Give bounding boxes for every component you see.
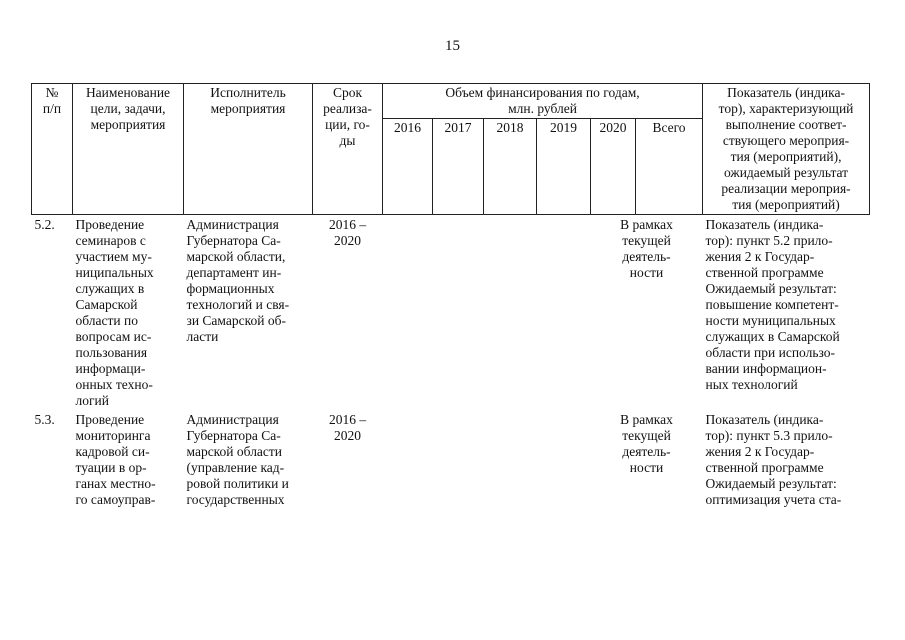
cell-2019 [537, 410, 591, 509]
table-row [32, 215, 870, 411]
header-financing: Объем финансирования по годам, млн. рублей [383, 84, 703, 119]
header-year-2019: 2019 [537, 119, 591, 215]
table-row [32, 410, 870, 509]
cell-2018 [484, 410, 537, 509]
event-executor: Администрация Губернатора Са- марской области, департамент ин- формационных технологий и свя- зи Самарской об- ласти [186, 217, 290, 344]
cell-2018 [484, 215, 537, 411]
cell-2016 [383, 410, 433, 509]
event-term: 2016 – 2020 [328, 217, 367, 248]
cell-2016 [383, 215, 433, 411]
financing-status: В рамках текущей деятель- ности [620, 217, 673, 280]
event-term: 2016 – 2020 [328, 412, 367, 443]
row-number: 5.3. [34, 412, 55, 427]
event-indicator: Показатель (индика- тор): пункт 5.2 прило- жения 2 к Государ- ственной программе Ожидаемый результат: повышение компетент- ности муниципальных служащих в Самарской области при использо- вании информацион- ных технологий [705, 217, 840, 392]
event-executor: Администрация Губернатора Са- марской области (управление кад- ровой политики и государственных [186, 412, 289, 507]
cell-2017 [433, 215, 484, 411]
header-year-2017: 2017 [433, 119, 484, 215]
cell-2019 [537, 215, 591, 411]
header-year-2018: 2018 [484, 119, 537, 215]
event-indicator: Показатель (индика- тор): пункт 5.3 прило- жения 2 к Государ- ственной программе Ожидаемый результат: оптимизация учета ста- [705, 412, 842, 507]
cell-2017 [433, 410, 484, 509]
header-term: Срок реализа- ции, го- ды [313, 84, 383, 215]
header-year-2016: 2016 [383, 119, 433, 215]
header-total: Всего [636, 119, 703, 215]
event-name: Проведение мониторинга кадровой си- туации в ор- ганах местно- го самоуправ- [75, 412, 156, 507]
table-header-row [32, 84, 870, 119]
event-name: Проведение семинаров с участием му- ниципальных служащих в Самарской области по вопросам ис- пользования информаци- онных техно- логий [75, 217, 154, 408]
program-table [31, 83, 870, 509]
header-indicator: Показатель (индика- тор), характеризующий выполнение соответ- ствующего мероприя- тия (мероприятий), ожидаемый результат реализации мероприя- тия (мероприятий) [703, 84, 870, 215]
financing-status: В рамках текущей деятель- ности [620, 412, 673, 475]
header-year-2020: 2020 [591, 119, 636, 215]
page-number: 15 [445, 38, 460, 54]
header-num: № п/п [32, 84, 73, 215]
header-executor: Исполнитель мероприятия [184, 84, 313, 215]
header-name: Наименование цели, задачи, мероприятия [73, 84, 184, 215]
row-number: 5.2. [34, 217, 55, 232]
